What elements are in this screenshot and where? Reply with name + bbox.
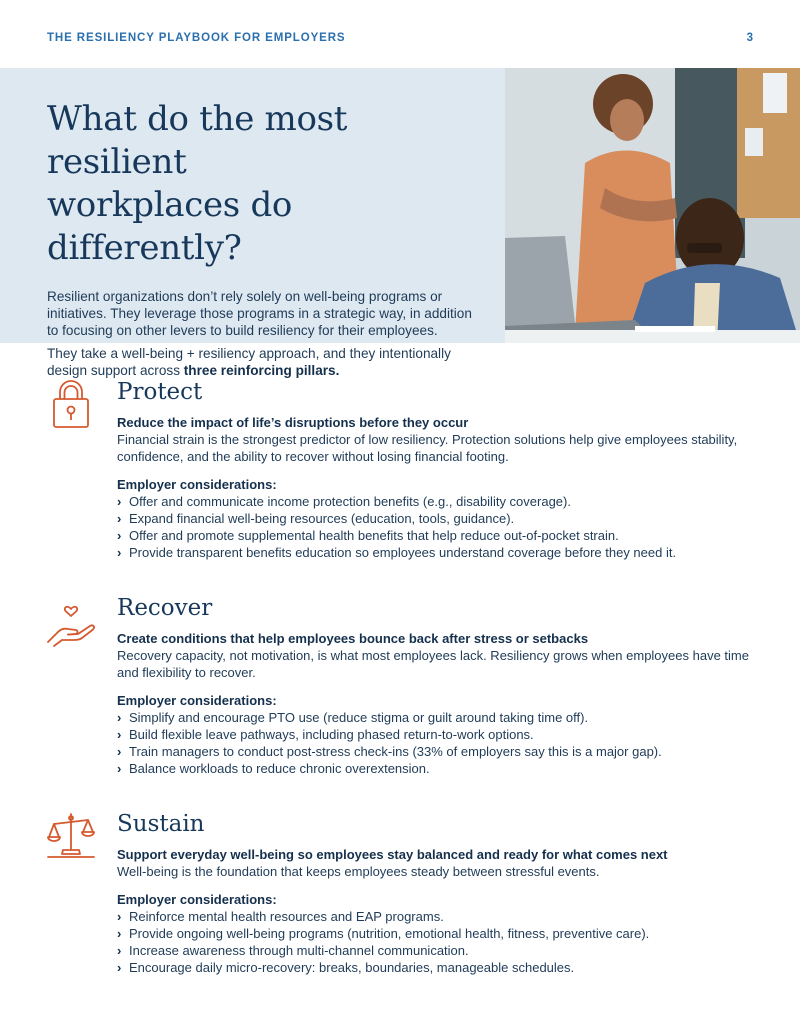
balance-scale-icon [44, 810, 98, 864]
list-item [117, 959, 757, 976]
list-item-text: Build flexible leave pathways, including phased return-to-work options. [129, 727, 534, 742]
office-photo-illustration [505, 68, 800, 343]
pillar-subtitle: Create conditions that help employees bounce back after stress or setbacks [117, 631, 589, 646]
chevron-right-icon: › [117, 761, 122, 776]
page-title-line-1: What do the most resilient [47, 99, 348, 182]
chevron-right-icon: › [117, 727, 122, 742]
list-item-text: Balance workloads to reduce chronic overextension. [129, 761, 430, 776]
hero-section [0, 68, 800, 378]
pillar-subtitle: Support everyday well-being so employees stay balanced and ready for what comes next [117, 847, 668, 862]
hero-paragraph-2 [47, 345, 477, 379]
list-item [117, 493, 757, 510]
list-item-text: Offer and communicate income protection benefits (e.g., disability coverage). [129, 494, 571, 509]
list-item-text: Encourage daily micro-recovery: breaks, boundaries, manageable schedules. [129, 960, 575, 975]
list-item [117, 908, 757, 925]
list-item [117, 760, 757, 777]
list-item [117, 743, 757, 760]
pillar-description: Financial strain is the strongest predictor of low resiliency. Protection solutions help give employees stability, confidence, and the ability to recover without losing financial footing. [117, 432, 738, 464]
list-item-text: Provide transparent benefits education so employees understand coverage before they need it. [129, 545, 677, 560]
considerations-heading: Employer considerations: [117, 693, 277, 708]
considerations-list [117, 709, 757, 777]
hero-text [47, 98, 477, 379]
list-item-text: Expand financial well-being resources (education, tools, guidance). [129, 511, 515, 526]
hand-heart-icon [44, 594, 98, 648]
list-item [117, 726, 757, 743]
pillar-description: Recovery capacity, not motivation, is what most employees lack. Resiliency grows when employees have time and flexibility to recover. [117, 648, 749, 680]
pillar-title: Recover [117, 595, 213, 621]
list-item-text: Offer and promote supplemental health benefits that help reduce out-of-pocket strain. [129, 528, 619, 543]
considerations-heading: Employer considerations: [117, 477, 277, 492]
list-item-text: Train managers to conduct post-stress check-ins (33% of employers say this is a major gap). [129, 744, 662, 759]
list-item [117, 544, 757, 561]
list-item-text: Reinforce mental health resources and EAP programs. [129, 909, 444, 924]
pillar-body [117, 810, 757, 976]
hero-paragraph-2-text: They take a well-being + resiliency approach, and they intentionally design support across [47, 346, 451, 378]
chevron-right-icon: › [117, 960, 122, 975]
padlock-icon [44, 378, 98, 432]
pillar-title: Sustain [117, 811, 205, 837]
chevron-right-icon: › [117, 710, 122, 725]
pillar-title: Protect [117, 379, 203, 405]
page-title-line-2: workplaces do differently? [47, 185, 293, 268]
chevron-right-icon: › [117, 943, 122, 958]
considerations-heading: Employer considerations: [117, 892, 277, 907]
hero-paragraph-1: Resilient organizations don’t rely solely on well-being programs or initiatives. They leverage those programs in a strategic way, in addition to focusing on other levers to build resiliency for their employees. [47, 289, 472, 338]
page-number: 3 [746, 32, 753, 44]
chevron-right-icon: › [117, 494, 122, 509]
considerations-list [117, 493, 757, 561]
page-title [47, 98, 477, 270]
list-item [117, 942, 757, 959]
list-item-text: Provide ongoing well-being programs (nutrition, emotional health, fitness, preventive care). [129, 926, 650, 941]
list-item-text: Simplify and encourage PTO use (reduce stigma or guilt around taking time off). [129, 710, 589, 725]
pillar-subtitle: Reduce the impact of life’s disruptions before they occur [117, 415, 469, 430]
chevron-right-icon: › [117, 926, 122, 941]
pillar-body [117, 378, 757, 561]
chevron-right-icon: › [117, 744, 122, 759]
chevron-right-icon: › [117, 545, 122, 560]
pillar-description: Well-being is the foundation that keeps employees steady between stressful events. [117, 864, 600, 879]
chevron-right-icon: › [117, 528, 122, 543]
chevron-right-icon: › [117, 511, 122, 526]
page-header [0, 0, 800, 68]
list-item [117, 925, 757, 942]
pillar-body [117, 594, 757, 777]
hero-photo [505, 68, 800, 343]
considerations-list [117, 908, 757, 976]
list-item [117, 709, 757, 726]
list-item [117, 510, 757, 527]
list-item [117, 527, 757, 544]
running-title: THE RESILIENCY PLAYBOOK FOR EMPLOYERS [47, 32, 346, 44]
hero-paragraph-2-emphasis: three reinforcing pillars. [183, 363, 340, 378]
chevron-right-icon: › [117, 909, 122, 924]
list-item-text: Increase awareness through multi-channel communication. [129, 943, 469, 958]
